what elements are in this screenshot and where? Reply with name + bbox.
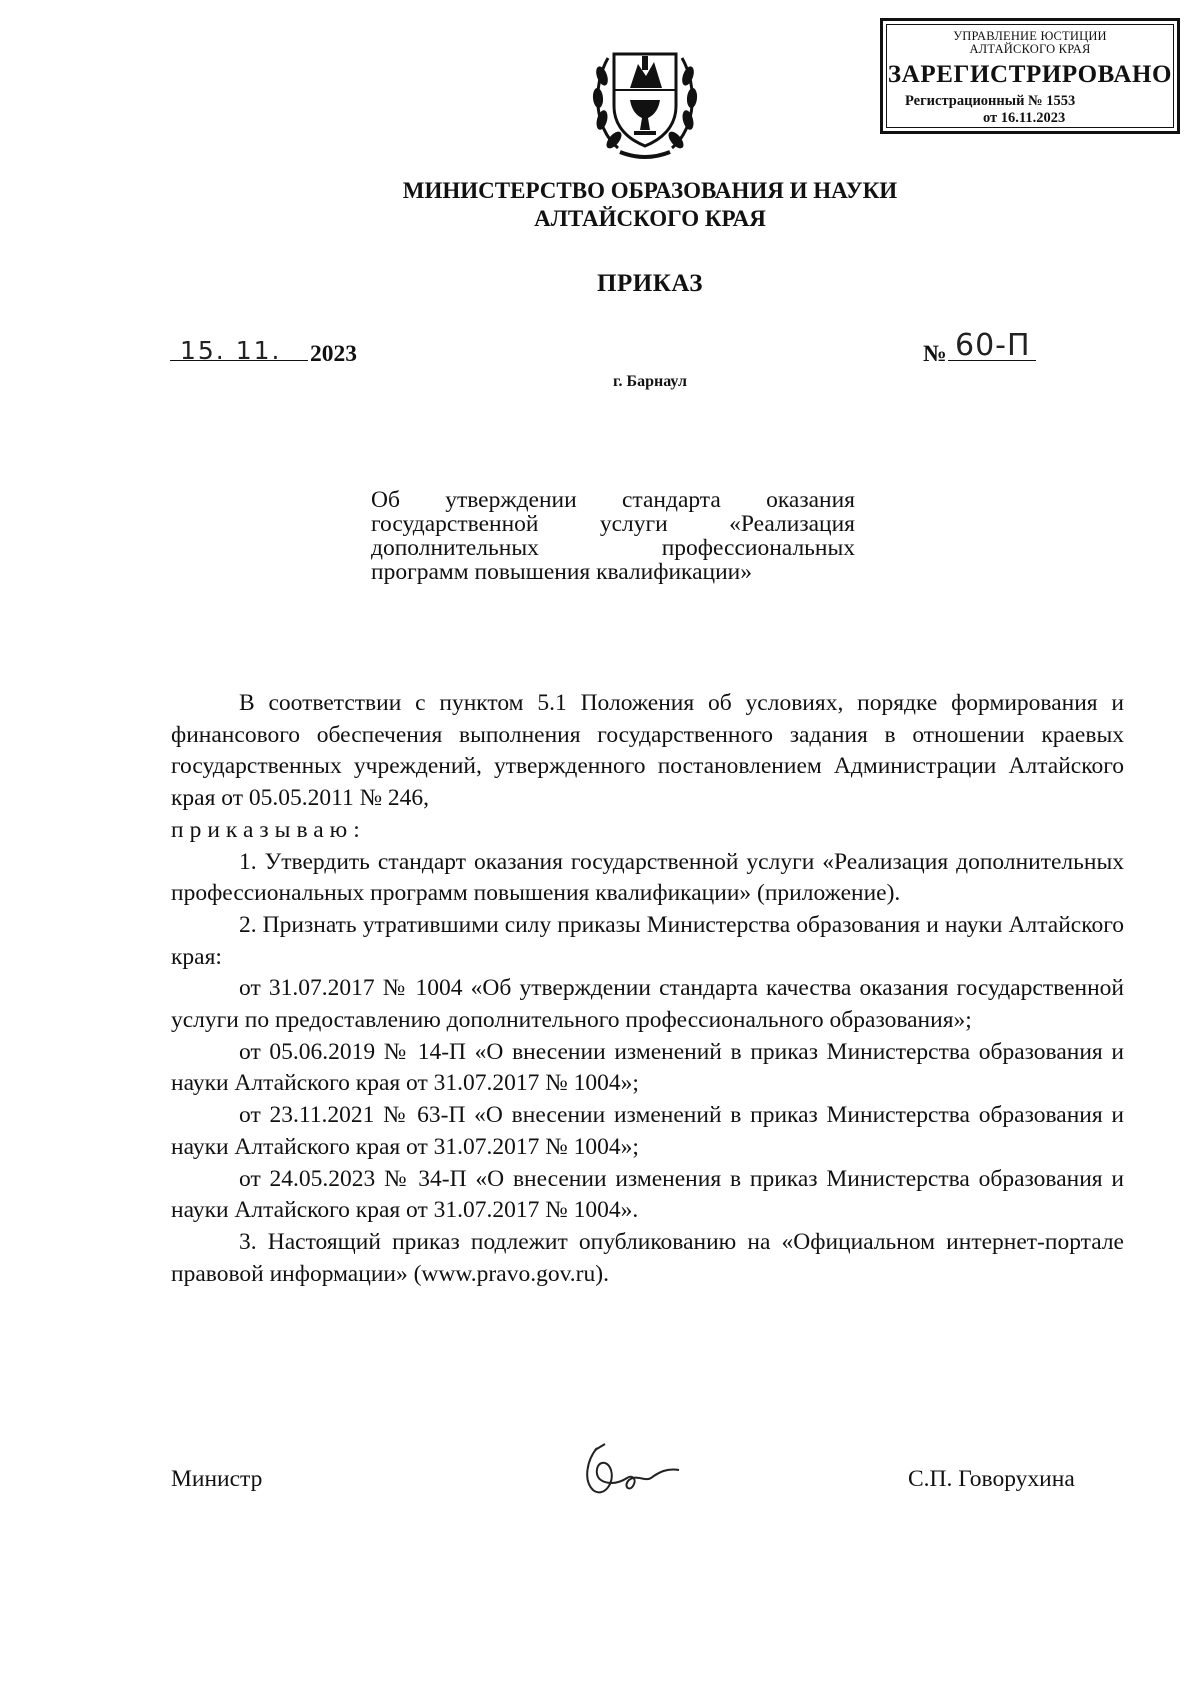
handwritten-date: 15. 11. xyxy=(180,336,282,365)
order-year: 2023 xyxy=(310,341,357,367)
order-subject xyxy=(371,488,855,584)
subject-line-4: программ повышения квалификации» xyxy=(371,559,753,585)
handwritten-order-number: 60-П xyxy=(955,328,1031,363)
handwritten-signature xyxy=(575,1440,685,1500)
stamp-reg-date: от 16.11.2023 xyxy=(983,110,1066,126)
number-sign: № xyxy=(923,341,947,367)
stamp-authority-line1: УПРАВЛЕНИЕ ЮСТИЦИИ xyxy=(953,29,1107,43)
ministry-name-line2: АЛТАЙСКОГО КРАЯ xyxy=(534,206,766,231)
subject-line-3: дополнительных профессиональных xyxy=(371,535,855,561)
registration-stamp xyxy=(880,18,1180,134)
coat-of-arms-emblem xyxy=(590,36,700,164)
stamp-status: ЗАРЕГИСТРИРОВАНО xyxy=(887,61,1173,88)
subject-line-2: государственной услуги «Реализация xyxy=(371,511,855,537)
signer-name: С.П. Говорухина xyxy=(908,1466,1075,1492)
document-type: ПРИКАЗ xyxy=(597,270,703,297)
body-item-2-a: от 31.07.2017 № 1004 «Об утверждении стандарта качества оказания государственной услуги по предоставлению дополнительного профессионального образования»; xyxy=(171,975,1124,1034)
stamp-authority-line2: АЛТАЙСКОГО КРАЯ xyxy=(969,42,1091,56)
body-item-2-c: от 23.11.2021 № 63-П «О внесении изменений в приказ Министерства образования и науки Алтайского края от 31.07.2017 № 1004»; xyxy=(171,1102,1124,1160)
body-item-1: 1. Утвердить стандарт оказания государственной услуги «Реализация дополнительных профессиональных программ повышения квалификации» (приложение). xyxy=(171,848,1124,907)
body-item-2-d: от 24.05.2023 № 34-П «О внесении изменения в приказ Министерства образования и науки Алтайского края от 31.07.2017 № 1004». xyxy=(171,1165,1124,1224)
body-intro: В соответствии с пунктом 5.1 Положения об условиях, порядке формирования и финансового обеспечения выполнения государственного задания в отношении краевых государственных учреждений, утвержденного постановлением Администрации Алтайского края от 05.05.2011 № 246, xyxy=(171,690,1124,812)
signer-position: Министр xyxy=(171,1466,263,1492)
order-body xyxy=(171,688,1124,1290)
body-item-2: 2. Признать утратившими силу приказы Министерства образования и науки Алтайского края: xyxy=(171,911,1124,970)
ministry-name-line1: МИНИСТЕРСТВО ОБРАЗОВАНИЯ И НАУКИ xyxy=(402,178,898,203)
body-item-3: 3. Настоящий приказ подлежит опубликованию на «Официальном интернет-портале правовой информации» (www.pravo.gov.ru). xyxy=(171,1228,1124,1287)
stamp-reg-number: Регистрационный № 1553 xyxy=(905,93,1076,109)
body-orders-word: приказываю: xyxy=(171,816,366,843)
city: г. Барнаул xyxy=(613,373,687,390)
body-item-2-b: от 05.06.2019 № 14-П «О внесении изменений в приказ Министерства образования и науки Алтайского края от 31.07.2017 № 1004»; xyxy=(171,1038,1124,1097)
subject-line-1: Об утверждении стандарта оказания xyxy=(371,487,855,513)
